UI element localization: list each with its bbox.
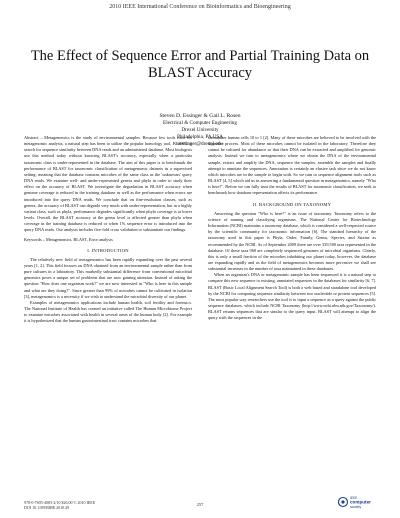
author-email[interactable]: sessinger@drexel.edu <box>177 141 223 147</box>
page-number: 257 <box>196 502 204 507</box>
logo-dot-icon <box>341 500 344 503</box>
conference-header: 2010 IEEE International Conference on Bioinformatics and Bioengineering <box>109 4 291 10</box>
left-column <box>24 135 192 325</box>
footer-doi: DOI 10.1109/BIBE.2010.49 <box>24 505 70 510</box>
intro-paragraph-continued: outnumber human cells 10 to 1 [2]. Many of these microbes are believed to be involved with the digestive process. Most of these microbes cannot be isolated in the laboratory. Therefore they cannot be cultured for abundance so that their DNA can be extracted and amplified for genomic analysis. Instead we turn to metagenomics where we obtain the DNA of the environmental sample, extract and amplify the DNA, sequence the samples, assemble the samples and finally attempt to annotate the sequences. Annotation is certainly an elusive task since we do not know which microbes are in the sample to begin with. So we turn to sequence alignment tools such as BLAST [4, 5] which aid us in answering a fundamental question in metagenomics, namely "Who is here?". Before we can fully trust the results of BLAST for taxonomic classification, we seek to benchmark how database representation affects its performance. <box>208 135 376 196</box>
logo-text-ieee: IEEE <box>350 496 358 500</box>
paper-title: The Effect of Sequence Error and Partial Training Data on BLAST Accuracy <box>30 48 370 81</box>
footer-isbn: 978-0-7695-4083-2/10 $26.00 © 2010 IEEE <box>24 500 96 505</box>
section-heading-background: II. BACKGROUND ON TAXONOMY <box>252 201 332 207</box>
author-names: Steven D. Essinger & Gail L. Rosen <box>159 113 241 119</box>
section-heading-introduction: I. INTRODUCTION <box>87 247 129 253</box>
intro-paragraph-2: Examples of metagenomics applications include human health, soil fertility and forensics. The National Institute of Health has created an initiative called The Human Microbiome Project to examine microbes associated with health in several areas of the human body [2]. For example it is hypothesized that the human gastrointestinal tract contains microbes that <box>24 299 192 324</box>
background-paragraph-2: When an organism's DNA or metagenomic sample has been sequenced it is a natural step to compare this new sequence to existing, annotated sequences in the databases for similarity [6, 7]. BLAST (Basic Local Alignment Search Tool) is both a web based and standalone tool developed by the NCBI for comparing sequence similarity between two nucleotide or protein sequences [5]. The most popular way researchers use the tool is to input a sequence as a query against the public sequence databases, which include NCBI Taxonomy (http://www.ncbi.nlm.nih.gov/Taxonomy/). BLAST returns sequences that are similar to the query input. BLAST will attempt to align the query with the sequences in the <box>208 272 376 321</box>
logo-text-computer: computer <box>350 499 371 505</box>
keywords: Keywords – Metagenomics, BLAST, Error analysis <box>24 236 113 242</box>
background-paragraph-1: Answering the question "Who is here?" is an issue of taxonomy. Taxonomy refers to the science of naming and classifying organisms. The National Center for Biotechnology Information (NCBI) maintains a taxonomy database, which is considered a well-respected source by the scientific community for taxonomic information [6]. The standard hierarchy of the taxonomy used in this paper is Phyla, Order, Family, Genus, Species, and Strains as recommended by the NCBI. As of September 2009 there are over 339,500 taxa represented in the database. Of these taxa 968 are completely sequenced genomes of microbial organisms. Clearly, this is only a small fraction of the microbes inhabiting our planet today, however, the database are expanding rapidly and as the field of metagenomics becomes more pervasive we shall see substantial increases in the number of taxa maintained in these databases. <box>208 210 376 272</box>
author-affiliation: Electrical & Computer Engineering <box>163 120 237 126</box>
intro-paragraph-1: The relatively new field of metagenomics has been rapidly expanding over the past several years [1, 2]. This field focuses on DNA obtained from an environmental sample rather than from pure cultures in a laboratory. This markedly substantial difference from conventional microbial genomics poses a unique set of problems that are now gaining attention. Instead of asking the question "How does one organism work?" we are now interested in "Who is here in this sample and what are they doing?". Since greater than 99% of microbes cannot be cultivated in isolation [3], metagenomics is a necessity if we wish to understand the microbial diversity of our planet. <box>24 256 192 299</box>
right-column <box>208 135 376 322</box>
logo-text-society: society <box>350 505 362 509</box>
abstract: Abstract – Metagenomics is the study of environmental samples. Because few tools exist for metagenomic analysis, a natural step has been to utilize the popular homology tool, BLAST, to search for sequence similarity between DNA reads and an administered database. Most biologists use this method today without knowing BLAST's accuracy, especially when a particular taxonomic class is under-represented in the database. The aim of this paper is to benchmark the performance of BLAST for taxonomic classification of metagenomic datasets in a supervised setting; meaning that the database contains microbes of the same class as the 'unknowns' query DNA reads. We examine well- and under-represented genera and phyla in order to study their effect on the accuracy of BLAST. We investigate the degradation in BLAST accuracy when genome coverage is reduced in the training database as well as the performance when errors are introduced into the query DNA reads. We conclude that on fine-resolution classes, such as genera, the accuracy of BLAST can degrade very much with under-representation, but in a highly variant class, such as phyla, performance degrades significantly when phyla coverage is at lower levels. Overall, the BLAST accuracy at the genus level is affected greater than phyla when coverage in the training database is reduced or when 1% sequence error is introduced into the query DNA reads. Our analysis includes five-fold cross validation to substantiate our findings. <box>24 135 192 233</box>
author-university: Drexel University <box>181 127 219 133</box>
ieee-computer-society-logo <box>338 494 378 510</box>
author-location: Philadelphia, PA USA <box>176 134 224 140</box>
